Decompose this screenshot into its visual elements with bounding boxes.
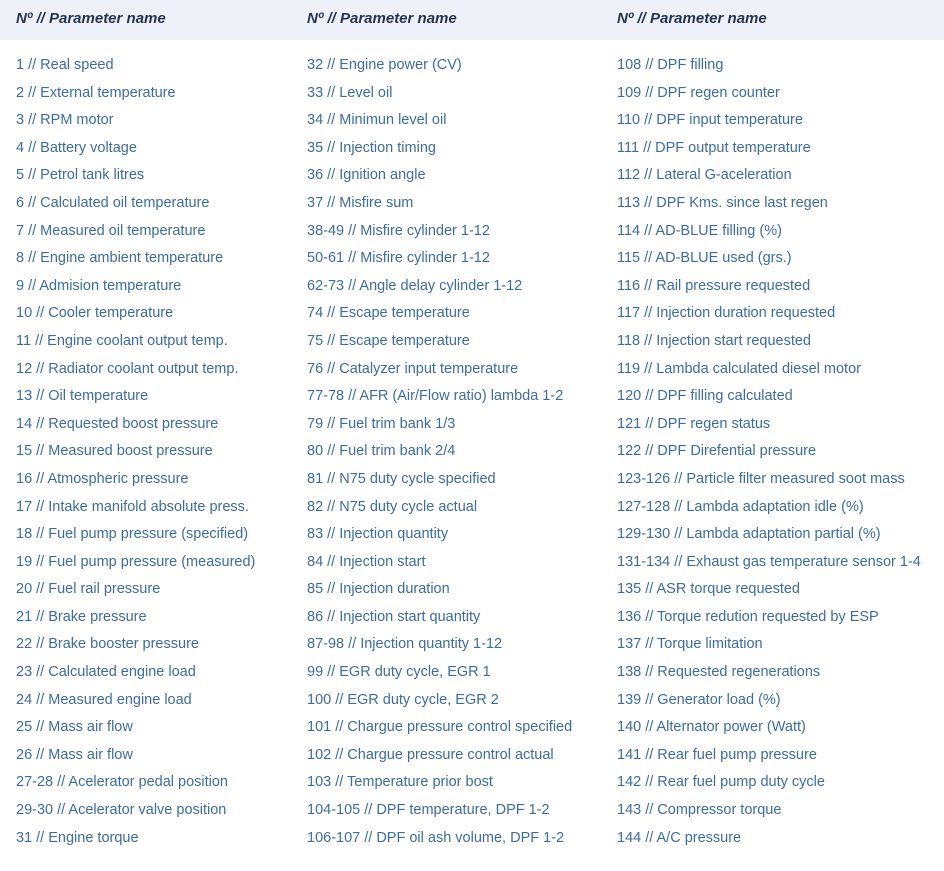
parameter-item: 82 // N75 duty cycle actual [307,498,478,515]
parameter-item: 129-130 // Lambda adaptation partial (%) [617,526,881,543]
parameter-item: 27-28 // Acelerator pedal position [16,774,228,791]
parameter-item: 20 // Fuel rail pressure [16,581,161,598]
parameter-item: 15 // Measured boost pressure [16,443,213,460]
parameter-item: 140 // Alternator power (Watt) [617,719,806,736]
parameter-item: 38-49 // Misfire cylinder 1-12 [307,222,490,239]
parameter-item: 139 // Generator load (%) [617,691,781,708]
parameter-item: 23 // Calculated engine load [16,664,196,681]
parameter-item: 31 // Engine torque [16,829,139,846]
parameter-item: 11 // Engine coolant output temp. [16,332,228,349]
parameter-item: 104-105 // DPF temperature, DPF 1-2 [307,802,550,819]
parameter-item: 79 // Fuel trim bank 1/3 [307,415,456,432]
parameter-item: 74 // Escape temperature [307,305,470,322]
parameter-item: 136 // Torque redution requested by ESP [617,608,879,625]
parameter-item: 17 // Intake manifold absolute press. [16,498,249,515]
column-2 [307,52,572,852]
parameter-item: 77-78 // AFR (Air/Flow ratio) lambda 1-2 [307,388,564,405]
parameter-item: 32 // Engine power (CV) [307,57,462,73]
parameter-item: 1 // Real speed [16,57,114,73]
parameter-item: 21 // Brake pressure [16,608,147,625]
parameter-item: 137 // Torque limitation [617,636,763,653]
column-1 [16,52,255,852]
parameter-item: 114 // AD-BLUE filling (%) [617,222,782,239]
parameter-item: 80 // Fuel trim bank 2/4 [307,443,456,460]
parameter-item: 12 // Radiator coolant output temp. [16,360,239,377]
parameter-item: 24 // Measured engine load [16,691,192,708]
parameter-item: 103 // Temperature prior bost [307,774,493,791]
parameter-item: 10 // Cooler temperature [16,305,174,322]
parameter-item: 29-30 // Acelerator valve position [16,802,227,819]
parameter-item: 127-128 // Lambda adaptation idle (%) [617,498,864,515]
parameter-item: 99 // EGR duty cycle, EGR 1 [307,664,491,681]
parameter-item: 26 // Mass air flow [16,746,133,763]
parameter-item: 109 // DPF regen counter [617,84,780,101]
parameter-item: 110 // DPF input temperature [617,112,803,129]
parameter-item: 85 // Injection duration [307,581,450,598]
parameter-item: 118 // Injection start requested [617,332,811,349]
parameter-item: 111 // DPF output temperature [617,139,811,156]
parameter-item: 113 // DPF Kms. since last regen [617,194,828,211]
parameter-item: 100 // EGR duty cycle, EGR 2 [307,691,499,708]
parameter-item: 121 // DPF regen status [617,415,771,432]
parameter-item: 87-98 // Injection quantity 1-12 [307,636,503,653]
parameter-item: 120 // DPF filling calculated [617,388,793,405]
parameter-item: 25 // Mass air flow [16,719,133,736]
parameter-item: 8 // Engine ambient temperature [16,250,224,267]
parameter-item: 35 // Injection timing [307,139,436,156]
parameter-item: 119 // Lambda calculated diesel motor [617,360,861,377]
parameter-item: 13 // Oil temperature [16,388,149,405]
parameter-item: 75 // Escape temperature [307,332,470,349]
parameter-item: 14 // Requested boost pressure [16,415,219,432]
parameter-item: 62-73 // Angle delay cylinder 1-12 [307,277,523,294]
parameter-item: 142 // Rear fuel pump duty cycle [617,774,825,791]
parameter-item: 106-107 // DPF oil ash volume, DPF 1-2 [307,829,565,846]
parameter-item: 37 // Misfire sum [307,194,414,211]
parameter-item: 108 // DPF filling [617,57,724,73]
parameter-item: 7 // Measured oil temperature [16,222,206,239]
parameter-item: 4 // Battery voltage [16,139,137,156]
parameter-item: 135 // ASR torque requested [617,581,800,598]
parameter-item: 117 // Injection duration requested [617,305,836,322]
parameter-item: 3 // RPM motor [16,112,114,129]
parameter-item: 144 // A/C pressure [617,829,742,846]
parameter-item: 138 // Requested regenerations [617,664,821,681]
parameter-item: 81 // N75 duty cycle specified [307,470,496,487]
parameter-item: 122 // DPF Direfential pressure [617,443,817,460]
parameter-item: 33 // Level oil [307,84,393,101]
parameter-item: 76 // Catalyzer input temperature [307,360,519,377]
parameter-item: 5 // Petrol tank litres [16,167,145,184]
header-col-3: Nº // Parameter name [617,10,767,27]
parameter-item: 50-61 // Misfire cylinder 1-12 [307,250,490,267]
parameter-item: 101 // Chargue pressure control specified [307,719,573,736]
parameter-item: 112 // Lateral G-aceleration [617,167,792,184]
table-header [0,0,944,40]
header-col-1: Nº // Parameter name [16,10,166,27]
parameter-item: 86 // Injection start quantity [307,608,481,625]
parameter-item: 102 // Chargue pressure control actual [307,746,554,763]
header-col-2: Nº // Parameter name [307,10,457,27]
parameter-item: 2 // External temperature [16,84,176,101]
parameter-item: 18 // Fuel pump pressure (specified) [16,526,249,543]
parameter-item: 22 // Brake booster pressure [16,636,199,653]
parameter-item: 123-126 // Particle filter measured soot mass [617,470,905,487]
parameter-item: 116 // Rail pressure requested [617,277,811,294]
column-3 [617,52,921,852]
parameter-item: 143 // Compressor torque [617,802,782,819]
parameter-item: 9 // Admision temperature [16,277,182,294]
parameter-item: 83 // Injection quantity [307,526,449,543]
parameter-item: 131-134 // Exhaust gas temperature sensor 1-4 [617,553,921,570]
parameter-item: 84 // Injection start [307,553,426,570]
parameter-item: 6 // Calculated oil temperature [16,194,210,211]
parameter-item: 115 // AD-BLUE used (grs.) [617,250,792,267]
parameter-item: 36 // Ignition angle [307,167,426,184]
parameter-item: 19 // Fuel pump pressure (measured) [16,553,256,570]
parameter-item: 34 // Minimun level oil [307,112,447,129]
parameter-item: 141 // Rear fuel pump pressure [617,746,817,763]
parameter-item: 16 // Atmospheric pressure [16,470,189,487]
